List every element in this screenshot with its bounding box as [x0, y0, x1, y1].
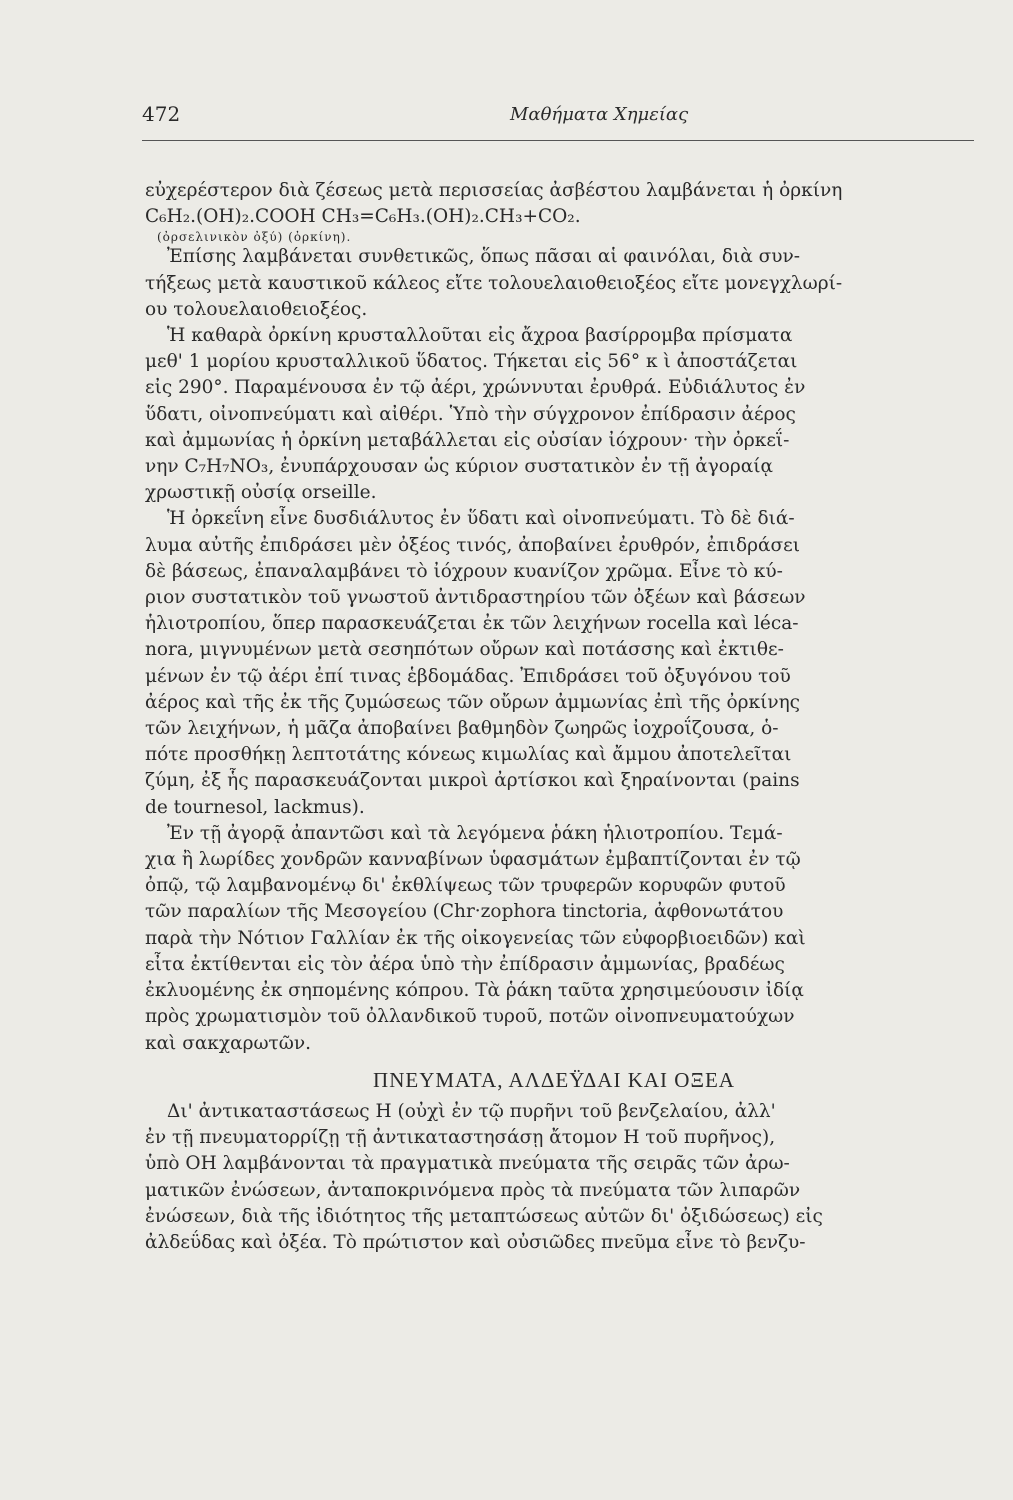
- text-line: ὕδατι, οἰνοπνεύματι καὶ αἰθέρι. Ὑπὸ τὴν σύγχρονον ἐπίδρασιν ἀέρος: [145, 403, 796, 425]
- text-line: ἀλδεΰδας καὶ ὀξέα. Τὸ πρώτιστον καὶ οὐσιῶδες πνεῦμα εἶνε τὸ βενζυ-: [145, 1231, 806, 1253]
- text-line: εἶτα ἐκτίθενται εἰς τὸν ἀέρα ὑπὸ τὴν ἐπίδρασιν ἀμμωνίας, βραδέως: [145, 953, 785, 975]
- chemical-formula: C₆H₂.(OH)₂.COOH CH₃=C₆H₃.(OH)₂.CH₃+CO₂.: [145, 206, 581, 228]
- text-line: καὶ σακχαρωτῶν.: [145, 1032, 311, 1054]
- text-line: εὐχερέστερον διὰ ζέσεως μετὰ περισσείας ἀσβέστου λαμβάνεται ἡ ὀρκίνη: [145, 180, 843, 201]
- text-line: τῶν λειχήνων, ἡ μᾶζα ἀποβαίνει βαθμηδὸν ζωηρῶς ἰοχροΐζουσα, ὁ-: [145, 718, 779, 740]
- text-line: ὑπὸ ΟΗ λαμβάνονται τὰ πραγματικὰ πνεύματα τῆς σειρᾶς τῶν ἀρω-: [145, 1153, 790, 1175]
- text-line: nora, μιγνυμένων μετὰ σεσηπότων οὔρων καὶ ποτάσσης καὶ ἐκτιθε-: [145, 639, 784, 661]
- text-line: ἐκλυομένης ἐκ σηπομένης κόπρου. Τὰ ῥάκη ταῦτα χρησιμεύουσιν ἰδίᾳ: [145, 980, 804, 1002]
- text-line: λυμα αὐτῆς ἐπιδράσει μὲν ὀξέος τινός, ἀποβαίνει ἐρυθρόν, ἐπιδράσει: [145, 534, 800, 556]
- header-rule: [142, 140, 974, 141]
- text-line: μεθ' 1 μορίου κρυσταλλικοῦ ὕδατος. Τήκεται εἰς 56° κ ὶ ἀποστάζεται: [145, 351, 798, 373]
- text-line: ἐνώσεων, διὰ τῆς ἰδιότητος τῆς μεταπτώσεως αὐτῶν δι' ὀξιδώσεως) εἰς: [145, 1205, 823, 1227]
- text-line: ζύμη, ἐξ ἧς παρασκευάζονται μικροὶ ἀρτίσκοι καὶ ξηραίνονται (pains: [145, 770, 800, 792]
- text-line: πρὸς χρωματισμὸν τοῦ ὀλλανδικοῦ τυροῦ, ποτῶν οἰνοπνευματούχων: [145, 1006, 795, 1028]
- text-line: μένων ἐν τῷ ἀέρι ἐπί τινας ἑβδομάδας. Ἐπιδράσει τοῦ ὀξυγόνου τοῦ: [145, 665, 791, 687]
- formula-caption: (ὀρσελινικὸν ὀξύ) (ὀρκίνη).: [157, 230, 352, 245]
- text-line: εἰς 290°. Παραμένουσα ἐν τῷ ἀέρι, χρώννυται ἐρυθρά. Εὐδιάλυτος ἐν: [145, 377, 806, 399]
- text-line: ματικῶν ἐνώσεων, ἀνταποκρινόμενα πρὸς τὰ πνεύματα τῶν λιπαρῶν: [145, 1179, 801, 1201]
- text-line: χια ἢ λωρίδες χονδρῶν κανναβίνων ὑφασμάτων ἐμβαπτίζονται ἐν τῷ: [145, 849, 801, 871]
- text-line: καὶ ἀμμωνίας ἡ ὀρκίνη μεταβάλλεται εἰς οὐσίαν ἰόχρουν· τὴν ὀρκεΐ-: [145, 429, 790, 451]
- text-line: παρὰ τὴν Νότιον Γαλλίαν ἐκ τῆς οἰκογενείας τῶν εὐφορβιοειδῶν) καὶ: [145, 927, 806, 949]
- text-line: πότε προσθήκῃ λεπτοτάτης κόνεως κιμωλίας καὶ ἄμμου ἀποτελεῖται: [145, 744, 792, 766]
- text-line: Δι' ἀντικαταστάσεως Η (οὐχὶ ἐν τῷ πυρῆνι τοῦ βενζελαίου, ἀλλ': [167, 1100, 776, 1122]
- running-title: Μαθήματα Χημείας: [510, 104, 689, 125]
- page-number: 472: [142, 102, 181, 126]
- text-line: τῶν παραλίων τῆς Μεσογείου (Chr·zophora tinctoria, ἀφθονωτάτου: [145, 901, 784, 923]
- text-line: ὀπῷ, τῷ λαμβανομένῳ δι' ἐκθλίψεως τῶν τρυφερῶν κορυφῶν φυτοῦ: [145, 875, 786, 897]
- page-header: [142, 102, 972, 136]
- text-line: ου τολουελαιοθειοξέος.: [145, 298, 368, 320]
- text-line: τήξεως μετὰ καυστικοῦ κάλεος εἴτε τολουελαιοθειοξέος εἴτε μονεγχλωρί-: [145, 272, 843, 294]
- section-heading: ΠΝΕΥΜΑΤΑ, ΑΛΔΕΫΔΑΙ ΚΑΙ ΟΞΕΑ: [373, 1067, 735, 1092]
- text-line: δὲ βάσεως, ἐπαναλαμβάνει τὸ ἰόχρουν κυανίζον χρῶμα. Εἶνε τὸ κύ-: [145, 560, 783, 582]
- text-line: ἐν τῇ πνευματορρίζῃ τῇ ἀντικαταστησάσῃ ἄτομον Η τοῦ πυρῆνος),: [145, 1127, 776, 1149]
- body-text: [145, 178, 963, 1256]
- text-line: νην C₇H₇NO₃, ἐνυπάρχουσαν ὡς κύριον συστατικὸν ἐν τῇ ἀγοραίᾳ: [145, 456, 774, 478]
- text-line: χρωστικῇ οὐσίᾳ orseille.: [145, 482, 377, 504]
- text-line: Ἡ ὀρκεΐνη εἶνε δυσδιάλυτος ἐν ὕδατι καὶ οἰνοπνεύματι. Τὸ δὲ διά-: [167, 508, 795, 530]
- text-line: de tournesol, lackmus).: [145, 796, 365, 818]
- text-line: ἡλιοτροπίου, ὅπερ παρασκευάζεται ἐκ τῶν λειχήνων rocella καὶ léca-: [145, 613, 799, 635]
- text-line: Ἡ καθαρὰ ὀρκίνη κρυσταλλοῦται εἰς ἄχροα βασίρρομβα πρίσματα: [167, 325, 793, 347]
- text-line: ἀέρος καὶ τῆς ἐκ τῆς ζυμώσεως τῶν οὔρων ἀμμωνίας ἐπὶ τῆς ὀρκίνης: [145, 691, 801, 713]
- text-line: Ἐν τῇ ἀγορᾷ ἀπαντῶσι καὶ τὰ λεγόμενα ῥάκη ἡλιοτροπίου. Τεμά-: [167, 822, 783, 844]
- text-line: ριον συστατικὸν τοῦ γνωστοῦ ἀντιδραστηρίου τῶν ὀξέων καὶ βάσεων: [145, 587, 806, 609]
- text-line: Ἐπίσης λαμβάνεται συνθετικῶς, ὅπως πᾶσαι αἱ φαινόλαι, διὰ συν-: [167, 246, 800, 268]
